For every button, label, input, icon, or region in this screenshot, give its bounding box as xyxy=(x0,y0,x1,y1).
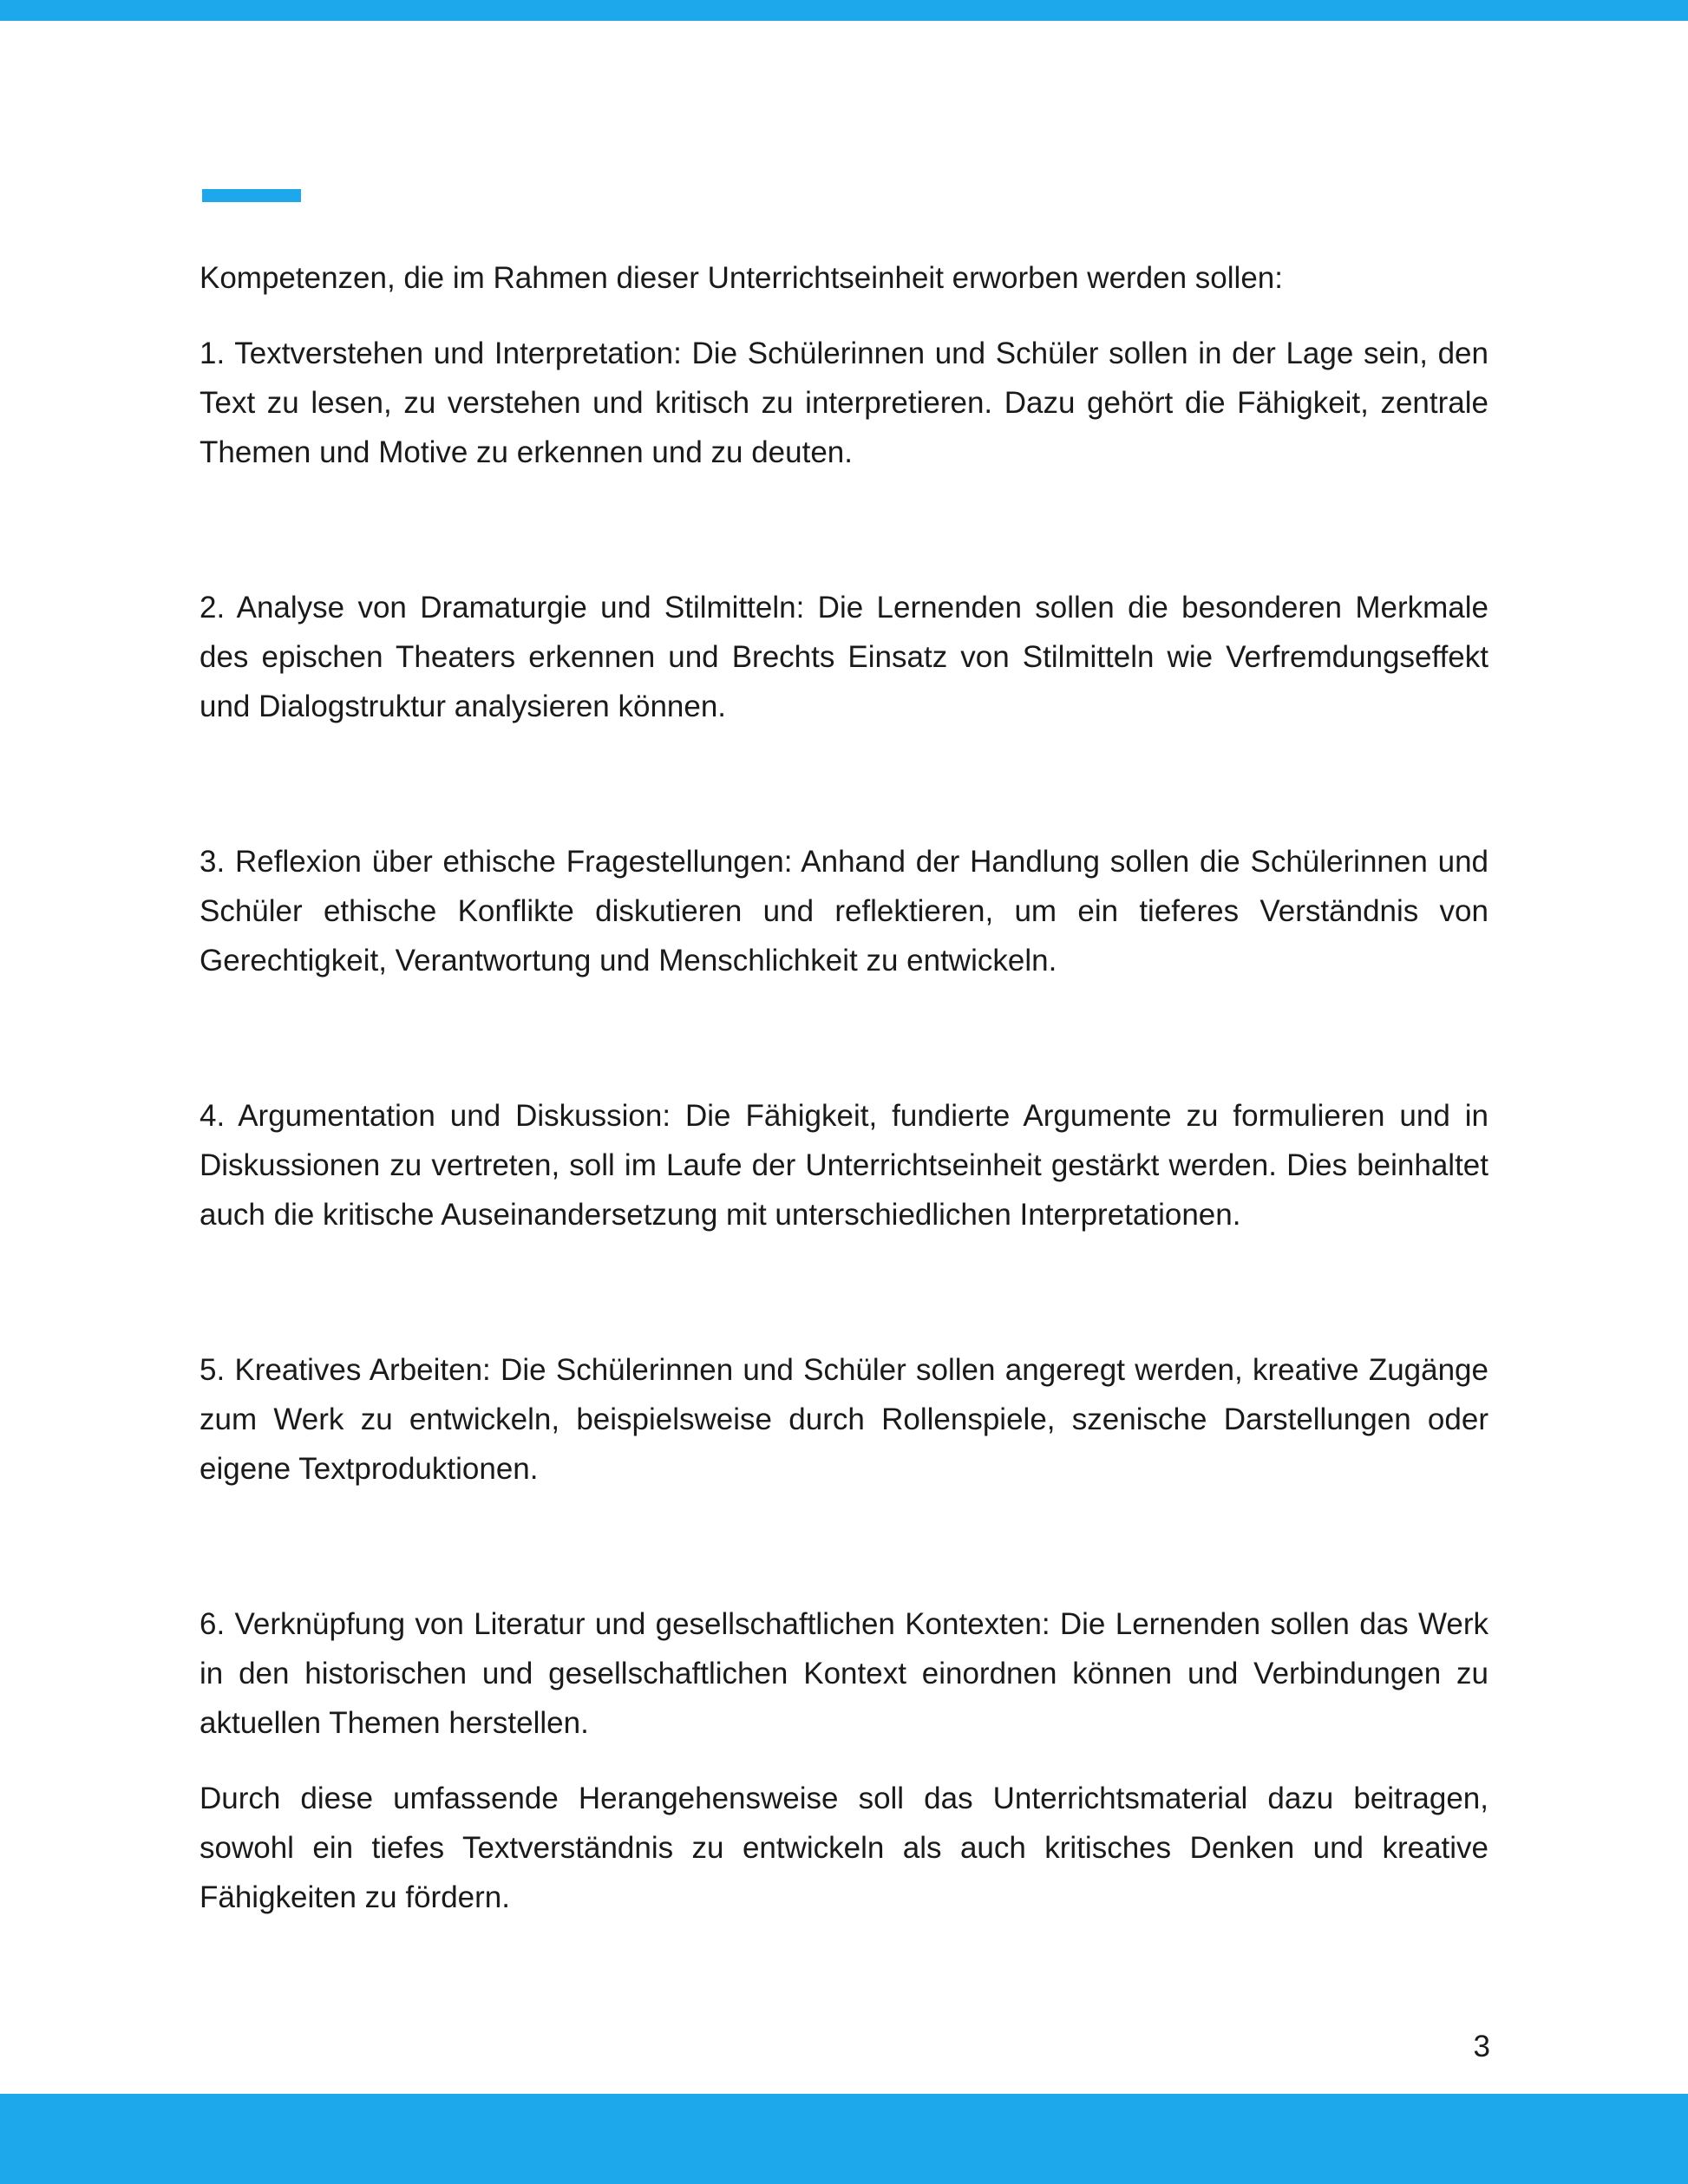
document-body xyxy=(200,253,1488,1922)
competency-item-2: 2. Analyse von Dramaturgie und Stilmitteln: Die Lernenden sollen die besonderen Merkmale des epischen Theaters erkennen und Brechts Einsatz von Stilmitteln wie Verfremdungseffekt und Dialogstruktur analysieren können. xyxy=(200,591,1488,723)
section-accent-dash xyxy=(202,189,301,202)
conclusion-paragraph: Durch diese umfassende Herangehensweise soll das Unterrichtsmaterial dazu beitragen, sowohl ein tiefes Textverständnis zu entwickeln als auch kritisches Denken und kreative Fähigkeiten zu fördern. xyxy=(200,1782,1488,1914)
competency-item-1: 1. Textverstehen und Interpretation: Die Schülerinnen und Schüler sollen in der Lage sein, den Text zu lesen, zu verstehen und kritisch zu interpretieren. Dazu gehört die Fähigkeit, zentrale Themen und Motive zu erkennen und zu deuten. xyxy=(200,337,1488,469)
competency-item-6: 6. Verknüpfung von Literatur und gesellschaftlichen Kontexten: Die Lernenden sollen das Werk in den historischen und gesellschaftlichen Kontext einordnen können und Verbindungen zu aktuellen Themen herstellen. xyxy=(200,1607,1488,1740)
intro-paragraph: Kompetenzen, die im Rahmen dieser Unterrichtseinheit erworben werden sollen: xyxy=(200,261,1283,295)
top-accent-bar xyxy=(0,0,1688,21)
competency-item-4: 4. Argumentation und Diskussion: Die Fähigkeit, fundierte Argumente zu formulieren und in Diskussionen zu vertreten, soll im Laufe der Unterrichtseinheit gestärkt werden. Dies beinhaltet auch die kritische Auseinandersetzung mit unterschiedlichen Interpretationen. xyxy=(200,1099,1488,1232)
competency-item-3: 3. Reflexion über ethische Fragestellungen: Anhand der Handlung sollen die Schülerinnen und Schüler ethische Konflikte diskutieren und reflektieren, um ein tieferes Verständnis von Gerechtigkeit, Verantwortung und Menschlichkeit zu entwickeln. xyxy=(200,845,1488,978)
bottom-accent-bar xyxy=(0,2094,1688,2184)
competency-item-5: 5. Kreatives Arbeiten: Die Schülerinnen und Schüler sollen angeregt werden, kreative Zugänge zum Werk zu entwickeln, beispielsweise durch Rollenspiele, szenische Darstellungen oder eigene Textproduktionen. xyxy=(200,1353,1488,1486)
page-number: 3 xyxy=(1473,2030,1490,2063)
